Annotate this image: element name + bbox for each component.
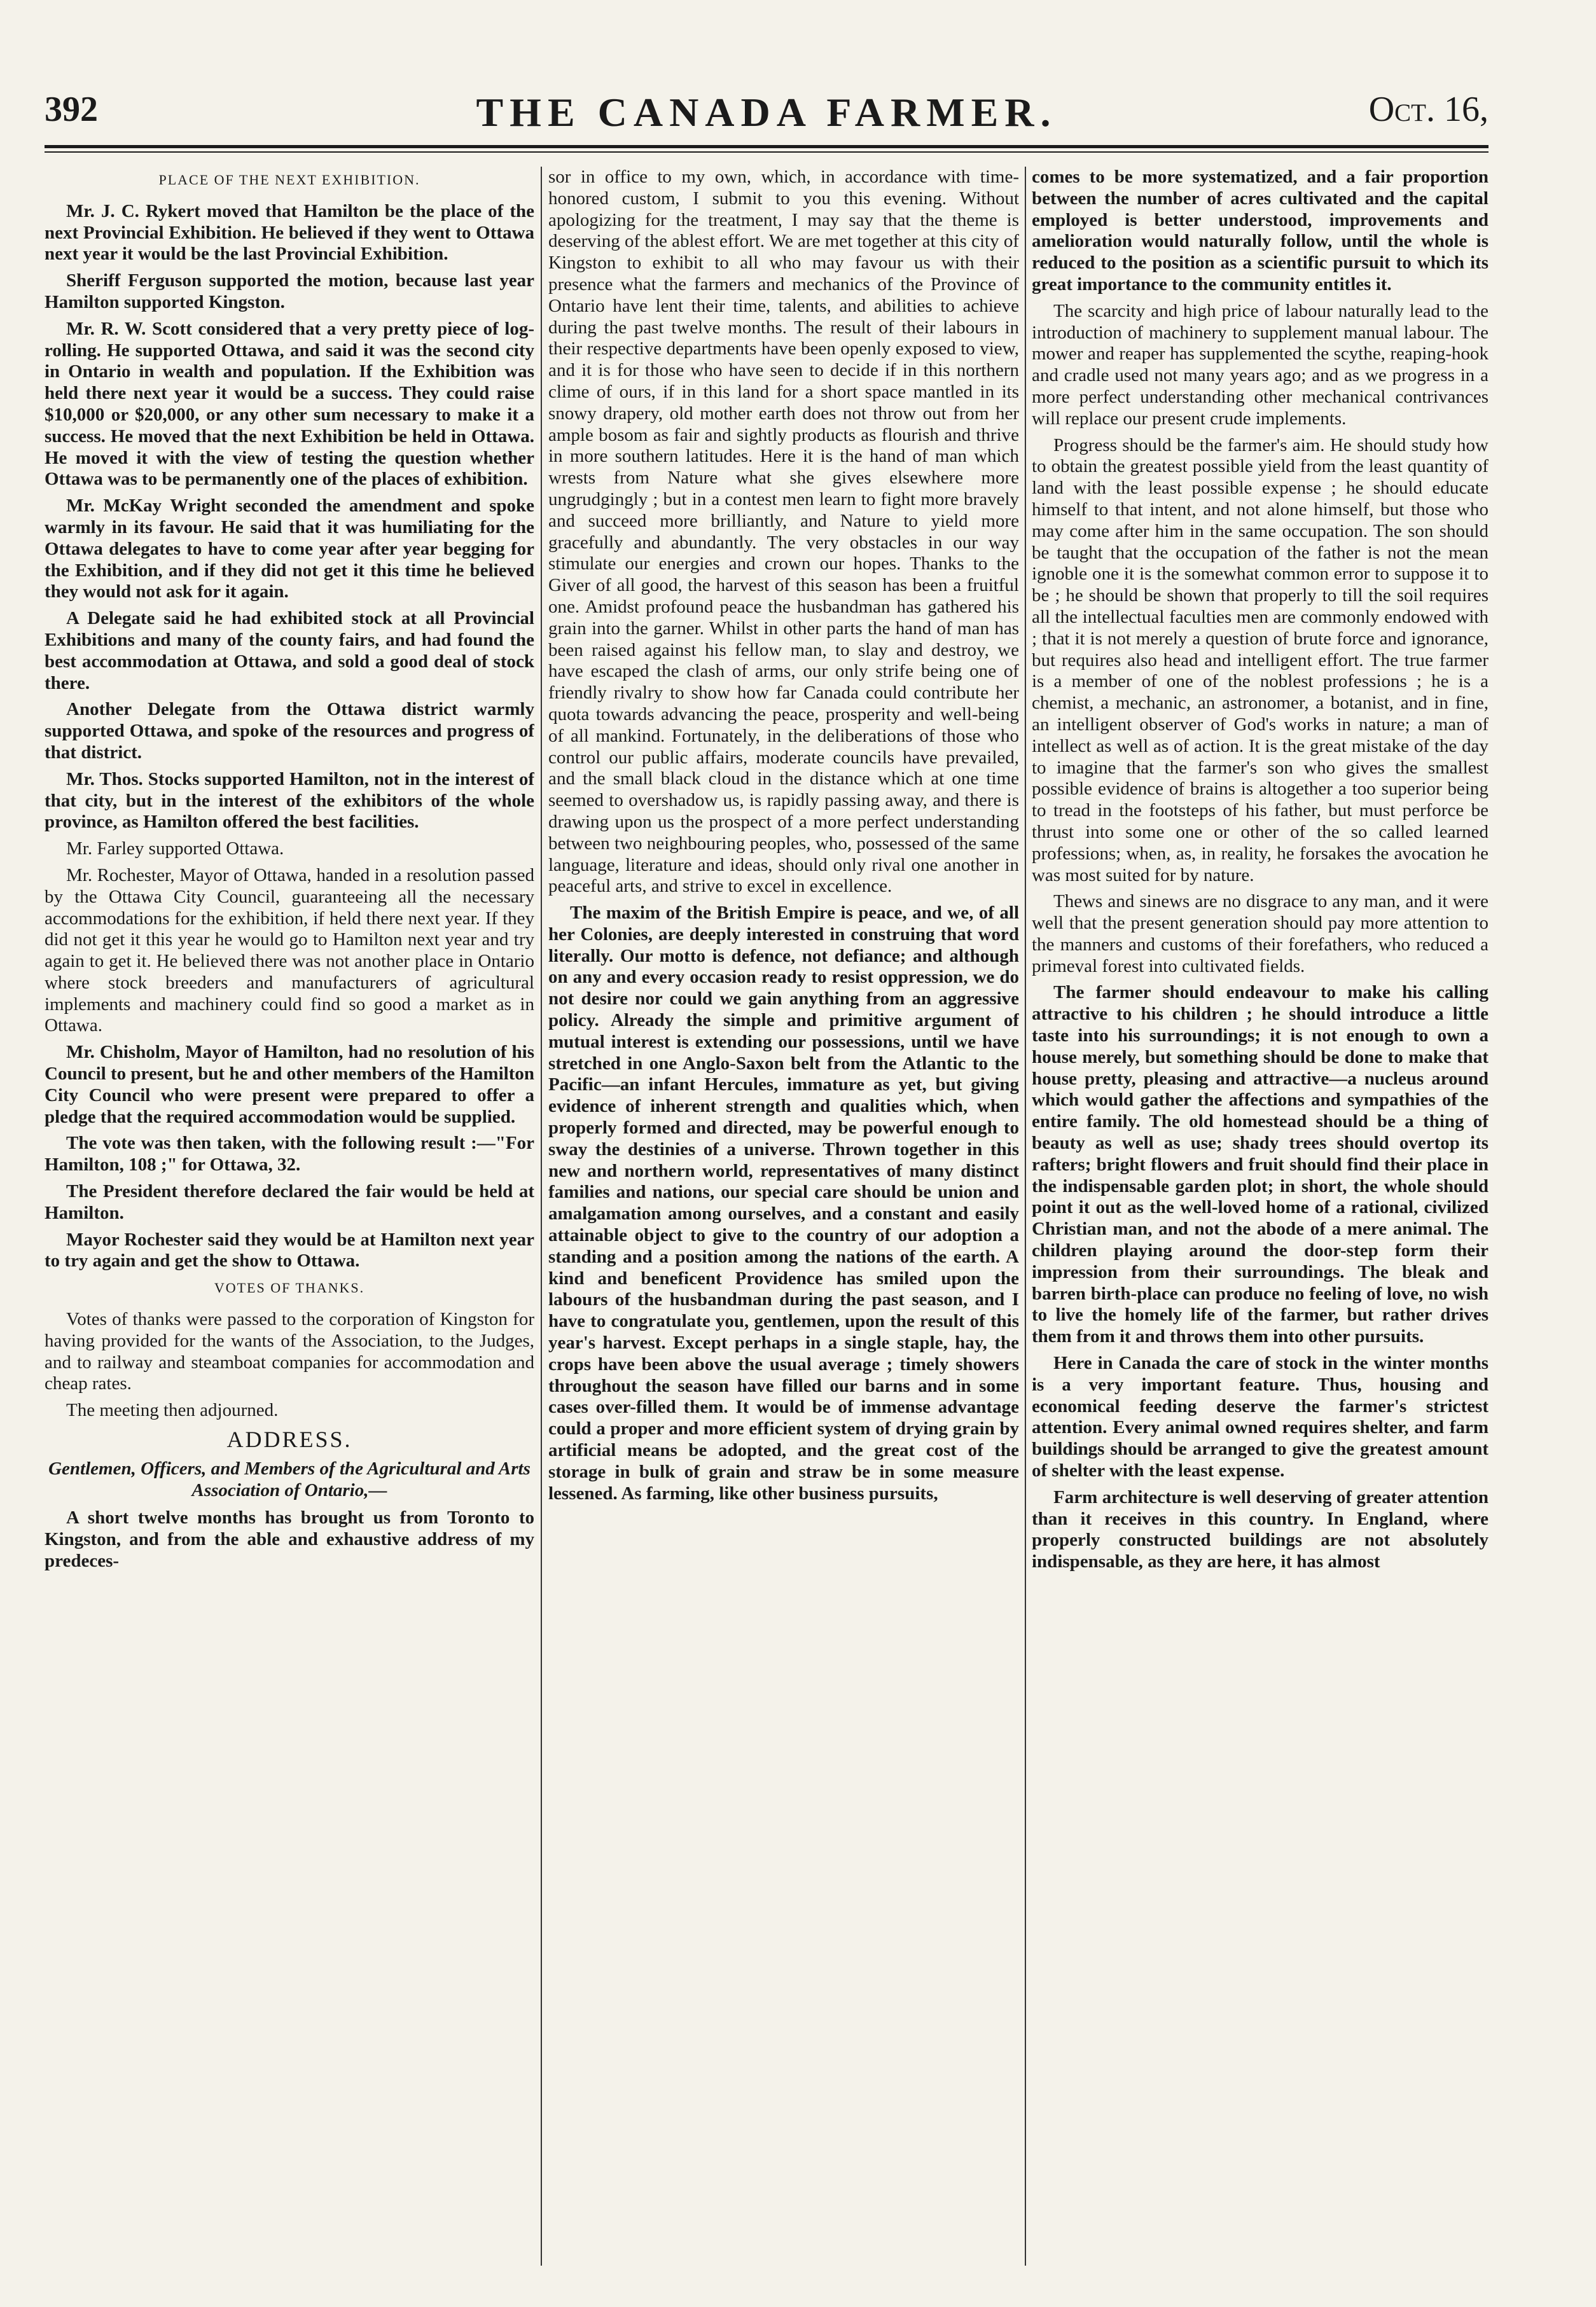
paragraph: Mr. McKay Wright seconded the amendment and spoke warmly in its favour. He said that it was humiliating for the Ottawa delegates to have to come year after year begging for the Exhibition, and if they did not get it this time he believed they would not ask for it again. [45, 495, 534, 602]
paragraph: sor in office to my own, which, in accordance with time-honored custom, I submit to you this evening. Without apologizing for the treatment, I may say that the theme is deserving of the ablest effort. We are met together at this city of Kingston to exhibit to all who may favour us with their presence what the farmers and mechanics of the Province of Ontario have lent their time, talents, and abilities to achieve during the past twelve months. The result of their labours in their respective departments have been openly exposed to view, and it is for those who have seen to decide if in this northern clime of ours, if in this land for a short space mantled in its snowy drapery, old mother earth does not throw out from her ample bosom as fair and sightly products as flourish and thrive in more southern latitudes. Here it is the hand of man which wrests from Nature what she gives elsewhere more ungrudgingly ; but in a contest men learn to fight more bravely and succeed more brilliantly, and Nature to yield more gracefully and abundantly. The very obstacles in our way stimulate our energies and crown our hopes. Thanks to the Giver of all good, the harvest of this season has been a fruitful one. Amidst profound peace the husbandman has gathered his grain into the garner. Whilst in other parts the hand of man has been raised against his fellow man, to slay and destroy, we have escaped the clash of arms, our only strife being one of friendly rivalry to show how far Canada could contribute her quota towards advancing the peace, prosperity and well-being of all mankind. Fortunately, in the deliberations of those who control our public affairs, moderate councils have prevailed, and the small black cloud in the distance which at one time seemed to overshadow us, is rapidly passing away, and there is drawing upon us the prospect of a more perfect understanding between two neighbouring peoples, who, possessed of the same language, literature and ideas, should only rival one another in peaceful arts, and strive to excel in excellence. [548, 167, 1019, 897]
page-number: 392 [45, 90, 98, 129]
column-3 [1032, 167, 1488, 2266]
paragraph: A Delegate said he had exhibited stock at all Provincial Exhibitions and many of the county fairs, and had found the best accommodation at Ottawa, and sold a good deal of stock there. [45, 608, 534, 693]
paragraph: Thews and sinews are no disgrace to any man, and it were well that the present generation should pay more attention to the manners and customs of their forefathers, who reduced a primeval forest into cultivated fields. [1032, 891, 1488, 976]
paragraph: Here in Canada the care of stock in the winter months is a very important feature. Thus, housing and economical feeding deserve the farmer's strictest attention. Every animal owned requires shelter, and farm buildings should be arranged to give the greatest amount of shelter with the least expense. [1032, 1353, 1488, 1481]
paragraph: Sheriff Ferguson supported the motion, because last year Hamilton supported Kingston. [45, 270, 534, 312]
paragraph: Progress should be the farmer's aim. He should study how to obtain the greatest possible yield from the least quantity of land with the least possible expense ; he should educate himself to that intent, and not alone himself, but those who may come after him in the same occupation. The son should be taught that the occupation of the father is not the mean ignoble one it is the somewhat common error to suppose it to be ; he should be shown that properly to till the soil requires all the intellectual faculties men are commonly endowed with ; that it is not merely a question of brute force and ignorance, but requires also head and intelligent effort. The true farmer is a member of one of the noblest professions ; he is a chemist, a mechanic, an astronomer, a botanist, and in fine, an intelligent observer of God's works in nature; a man of intellect as well as of action. It is the great mistake of the day to imagine that the farmer's son who gives the smallest possible evidence of brains is altogether a too superior being to tread in the footsteps of his father, but must perforce be thrust into some one or other of the so called learned professions; when, as, in reality, he forsakes the avocation he was most suited for by nature. [1032, 434, 1488, 885]
paragraph: The maxim of the British Empire is peace, and we, of all her Colonies, are deeply interested in construing that word literally. Our motto is defence, not defiance; and although on any and every occasion ready to resist oppression, we do not desire nor could we gain anything from an aggressive policy. Already the simple and primitive argument of mutual interest is extending our possessions, until we have stretched in one Anglo-Saxon belt from the Atlantic to the Pacific—an infant Hercules, immature as yet, but giving evidence of inherent strength and qualities which, when properly formed and directed, may be powerful enough to sway the destinies of a universe. Thrown together in this new and northern world, representatives of many distinct families and nations, our special care should be union and amalgamation among ourselves, and a constant and easily attainable object to give to the country of our adoption a standing and a position among the nations of the earth. A kind and beneficent Providence has smiled upon the labours of the husbandman during the past season, and I have to congratulate you, gentlemen, upon the result of this year's harvest. Except perhaps in a single staple, hay, the crops have been above the usual average ; timely showers throughout the season have filled our barns and in some cases over-filled them. It would be of immense advantage could a proper and more efficient system of drying grain by artificial means be adopted, and the great cost of the storage in bulk of grain and straw be in some measure lessened. As farming, like other business pursuits, [548, 903, 1019, 1504]
paragraph: The meeting then adjourned. [66, 1400, 279, 1421]
paragraph: The vote was then taken, with the following result :—"For Hamilton, 108 ;" for Ottawa, 32. [45, 1133, 534, 1175]
paragraph: Farm architecture is well deserving of greater attention than it receives in this country. In England, where properly constructed buildings are not absolutely indispensable, as they are here, it has almost [1032, 1486, 1488, 1572]
paragraph: comes to be more systematized, and a fair proportion between the number of acres cultivated and the capital employed is better understood, improvements and amelioration would naturally follow, until the whole is reduced to the position as a scientific pursuit to which its great importance to the community entitles it. [1032, 167, 1488, 294]
header-rule-thin [45, 151, 1488, 153]
address-heading: ADDRESS. [226, 1427, 352, 1453]
paragraph: Mayor Rochester said they would be at Hamilton next year to try again and get the show to Ottawa. [45, 1229, 534, 1271]
paragraph: Another Delegate from the Ottawa district warmly supported Ottawa, and spoke of the resources and progress of that district. [45, 699, 534, 763]
column-1 [45, 167, 534, 2266]
header-rule-thick [45, 145, 1488, 148]
paragraph: Mr. Chisholm, Mayor of Hamilton, had no resolution of his Council to present, but he and other members of the Hamilton City Council who were present were prepared to offer a pledge that the required accommodation would be supplied. [45, 1042, 534, 1127]
section-heading: PLACE OF THE NEXT EXHIBITION. [158, 172, 420, 188]
masthead [45, 89, 1488, 140]
newspaper-title: THE CANADA FARMER. [476, 90, 1057, 135]
paragraph: Votes of thanks were passed to the corporation of Kingston for having provided for the wants of the Association, to the Judges, and to railway and steamboat companies for accommodation and cheap rates. [45, 1309, 534, 1394]
paragraph: Mr. Farley supported Ottawa. [66, 838, 284, 859]
paragraph: The President therefore declared the fair would be held at Hamilton. [45, 1181, 534, 1223]
column-divider [541, 167, 542, 2266]
section-heading: VOTES OF THANKS. [214, 1280, 365, 1296]
paragraph: A short twelve months has brought us from Toronto to Kingston, and from the able and exhaustive address of my predeces- [45, 1507, 534, 1572]
paragraph: Mr. J. C. Rykert moved that Hamilton be the place of the next Provincial Exhibition. He believed if they went to Ottawa next year it would be the last Provincial Exhibition. [45, 200, 534, 265]
paragraph: The farmer should endeavour to make his calling attractive to his children ; he should introduce a little taste into his surroundings; it is not enough to own a house merely, but something should be done to make that house pretty, pleasing and attractive—a nucleus around which would gather the affections and sympathies of the entire family. The old homestead should be a thing of beauty as well as use; shady trees should overtop its rafters; bright flowers and fruit should find their place in the indispensable garden plot; in short, the whole should point it out as the well-loved home of a rational, civilized Christian man, and not the abode of a mere animal. The children playing around the door-step form their impression from their surroundings. The bleak and barren birth-place can produce no feeling of love, no wish to live the homely life of the farmer, but rather drives them from it and throws them into other pursuits. [1032, 982, 1488, 1347]
column-divider [1025, 167, 1026, 2266]
paragraph: The scarcity and high price of labour naturally lead to the introduction of machinery to supplement manual labour. The mower and reaper has supplemented the scythe, reaping-hook and cradle used not many years ago; and as we progress in a more perfect understanding other mechanical contrivances will replace our present crude implements. [1032, 300, 1488, 429]
issue-date: Oct. 16, [1368, 90, 1488, 129]
column-2 [548, 167, 1019, 2266]
salutation: Gentlemen, Officers, and Members of the Agricultural and Arts Association of Ontario,— [48, 1458, 531, 1500]
paragraph: Mr. Thos. Stocks supported Hamilton, not in the interest of that city, but in the interest of the exhibitors of the whole province, as Hamilton offered the best facilities. [45, 768, 534, 833]
paragraph: Mr. Rochester, Mayor of Ottawa, handed in a resolution passed by the Ottawa City Council, guaranteeing all the necessary accommodations for the exhibition, if held there next year. If they did not get it this year he would go to Hamilton next year and try again to get it. He believed there was not another place in Ontario where stock breeders and manufacturers of agricultural implements and machinery could find so good a market as in Ottawa. [45, 864, 534, 1036]
paragraph: Mr. R. W. Scott considered that a very pretty piece of log-rolling. He supported Ottawa, and said it was the second city in Ontario in wealth and population. If the Exhibition was held there next year it would be a success. They could raise $10,000 or $20,000, or any other sum necessary to make it a success. He moved that the next Exhibition be held in Ottawa. He moved it with the view of testing the question whether Ottawa was to be permanently one of the places of exhibition. [45, 318, 534, 490]
